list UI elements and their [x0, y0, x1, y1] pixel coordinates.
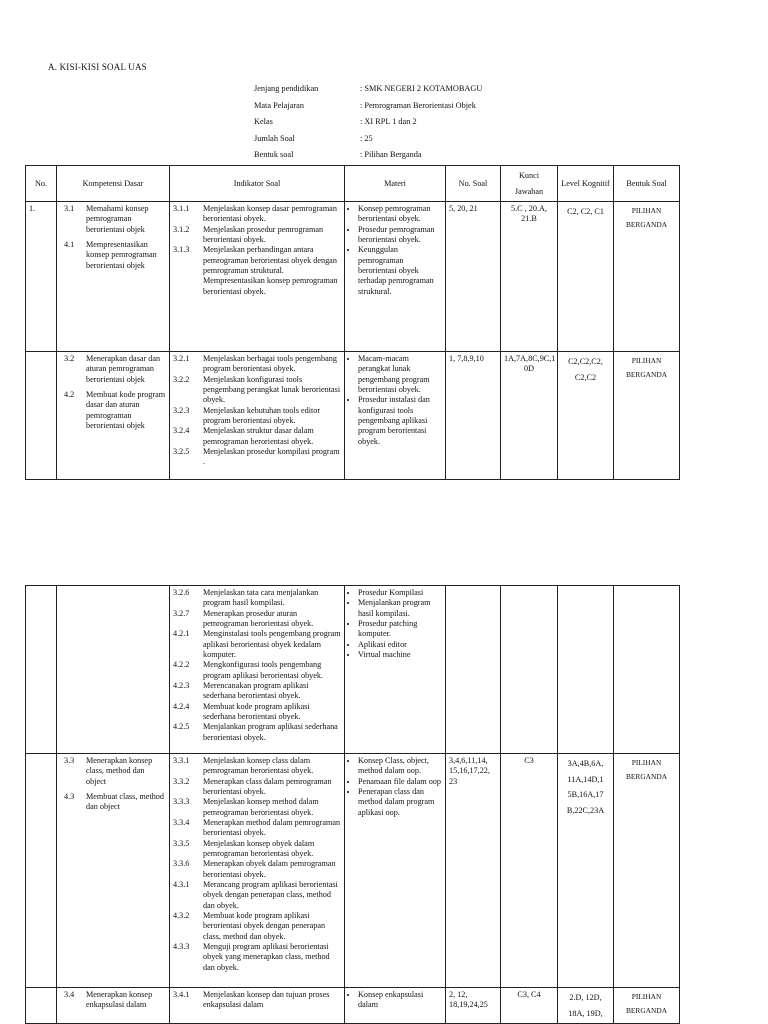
materi-list — [348, 756, 442, 818]
meta-value: : 25 — [360, 133, 373, 143]
indikator-text: Membuat kode program aplikasi berorientasi obyek dengan penerapan class, method dan obyek. — [203, 910, 326, 941]
cell-no-soal: 2, 12, 18,19,24,25 — [446, 988, 501, 1024]
indikator-number: 4.3.1 — [173, 879, 190, 889]
indikator-item — [173, 702, 341, 723]
cell-materi — [345, 352, 446, 480]
indikator-number: 4.3.2 — [173, 910, 190, 920]
cell-no-soal: 5, 20, 21 — [446, 202, 501, 352]
indikator-item — [173, 609, 341, 630]
kd-number: 4.3 — [64, 791, 75, 801]
indikator-text: Merancang program aplikasi berorientasi obyek dengan penerapan class, method dan obyek. — [203, 879, 338, 910]
cell-bentuk-soal: PILIHAN BERGANDA — [614, 352, 680, 480]
indikator-number: 3.2.1 — [173, 354, 190, 364]
kd-text: Memahami konsep pemrograman berorientasi objek — [86, 204, 149, 234]
indikator-text: Menerapkan class dalam pemrograman berorientasi obyek. — [203, 776, 332, 796]
table-header-row — [26, 166, 680, 202]
cell-indikator-soal — [170, 202, 345, 352]
materi-item: • Prosedur instalasi dan konfigurasi tools pengembang aplikasi program berorientasi obyek. — [358, 395, 442, 447]
materi-item: • Konsep Class, object, method dalam oop. — [358, 756, 442, 777]
indikator-text: Menerapkan method dalam pemrograman berorientasi obyek. — [203, 817, 341, 838]
cell-kompetensi-dasar — [57, 754, 170, 988]
cell-materi — [345, 754, 446, 988]
indikator-text: Menjelaskan perbandingan antara pemrograman berorientasi obyek dengan pemrograman struktural. Mempresentasikan konsep pemrograman berorientasi obyek. — [203, 245, 338, 296]
cell-level-kognitif: C2, C2, C1 — [558, 202, 614, 352]
kisi-kisi-table-continued — [25, 585, 680, 1024]
indikator-number: 3.2.7 — [173, 608, 190, 618]
indikator-text: Menjelaskan konsep dan tujuan proses enkapsulasi dalam — [203, 990, 330, 1010]
cell-bentuk-soal: PILIHAN BERGANDA — [614, 988, 680, 1024]
table-row — [26, 202, 680, 352]
cell-no — [26, 352, 57, 480]
kd-item — [60, 390, 166, 431]
indikator-number: 3.3.2 — [173, 776, 190, 786]
indikator-text: Membuat kode program aplikasi sederhana berorientasi obyek. — [203, 701, 310, 721]
indikator-item — [173, 911, 341, 942]
table-row — [26, 754, 680, 988]
indikator-item — [173, 426, 341, 447]
cell-kompetensi-dasar — [57, 988, 170, 1024]
indikator-number: 3.2.4 — [173, 426, 190, 436]
indikator-text: Menerapkan prosedur aturan pemrograman berorientasi obyek. — [203, 608, 314, 628]
indikator-number: 3.3.3 — [173, 797, 190, 807]
cell-indikator-soal — [170, 352, 345, 480]
kd-item — [60, 756, 166, 787]
materi-item: • Macam-macam perangkat lunak pengembang program berorientasi obyek. — [358, 354, 442, 395]
indikator-number: 3.2.6 — [173, 588, 190, 597]
indikator-number: 4.3.3 — [173, 941, 190, 951]
header-kompetensi-dasar: Kompetensi Dasar — [57, 166, 170, 202]
indikator-number: 4.2.1 — [173, 629, 190, 639]
table-body — [26, 586, 680, 1024]
materi-item: • Konsep enkapsulasi dalam — [358, 990, 442, 1011]
indikator-item — [173, 225, 341, 246]
header-no-soal: No. Soal — [446, 166, 501, 202]
materi-list — [348, 990, 442, 1011]
materi-item: • Prosedur pemrograman berorientasi obyek. — [358, 225, 442, 246]
materi-item: • Virtual machine — [358, 650, 442, 660]
materi-item: • Penerapan class dan method dalam program aplikasi oop. — [358, 787, 442, 818]
meta-key: Bentuk soal — [254, 150, 294, 159]
indikator-item — [173, 990, 341, 1011]
kd-text: Menerapkan konsep class, method dan object — [86, 756, 153, 786]
indikator-item — [173, 756, 341, 777]
cell-kompetensi-dasar — [57, 202, 170, 352]
cell-kunci-jawaban — [501, 586, 558, 754]
cell-no-soal: 3,4,6,11,14, 15,16,17,22, 23 — [446, 754, 501, 988]
indikator-item — [173, 797, 341, 818]
materi-item: • Aplikasi editor — [358, 640, 442, 650]
indikator-number: 3.1.2 — [173, 224, 190, 234]
meta-key: Jumlah Soal — [254, 133, 295, 143]
indikator-text: Menerapkan obyek dalam pemrograman berorientasi obyek. — [203, 859, 336, 879]
materi-list — [348, 354, 442, 447]
indikator-number: 3.3.4 — [173, 817, 190, 827]
header-bentuk-soal: Bentuk Soal — [614, 166, 680, 202]
materi-item: • Penamaan file dalam oop — [358, 777, 442, 787]
kd-number: 3.1 — [64, 204, 75, 214]
indikator-item — [173, 777, 341, 798]
cell-level-kognitif — [558, 586, 614, 754]
indikator-number: 4.2.2 — [173, 660, 190, 670]
indikator-text: Menjelaskan tata cara menjalankan program hasil kompilasi. — [203, 588, 319, 608]
cell-kunci-jawaban: C3, C4 — [501, 988, 558, 1024]
meta-row — [254, 84, 482, 101]
indikator-text: Menginstalasi tools pengembang program aplikasi berorientasi obyek kedalam komputer. — [203, 629, 341, 659]
cell-kompetensi-dasar — [57, 586, 170, 754]
cell-materi — [345, 988, 446, 1024]
indikator-text: Menjelaskan konsep method dalam pemrograman berorientasi obyek. — [203, 797, 319, 817]
cell-kunci-jawaban: 5.C , 20.A, 21.B — [501, 202, 558, 352]
kd-item — [60, 990, 166, 1011]
cell-level-kognitif: 2.D, 12D, 18A, 19D, — [558, 988, 614, 1024]
indikator-number: 3.2.5 — [173, 447, 190, 457]
cell-bentuk-soal: PILIHAN BERGANDA — [614, 754, 680, 988]
meta-value: : Pemrograman Berorientasi Objek — [360, 100, 476, 110]
cell-kunci-jawaban: C3 — [501, 754, 558, 988]
indikator-text: Menguji program aplikasi berorientasi obyek yang menerapkan class, method dan obyek. — [203, 941, 330, 972]
indikator-number: 3.1.1 — [173, 204, 190, 214]
indikator-item — [173, 204, 341, 225]
materi-item: • Keunggulan pemrograman berorientasi obyek terhadap pemrograman struktural. — [358, 245, 442, 297]
document-meta — [254, 84, 482, 167]
indikator-item — [173, 406, 341, 427]
meta-row — [254, 134, 482, 151]
kd-item — [60, 204, 166, 235]
kd-number: 4.1 — [64, 240, 75, 250]
indikator-item — [173, 245, 341, 297]
meta-value: : Pilihan Berganda — [360, 150, 422, 159]
indikator-number: 3.2.3 — [173, 405, 190, 415]
header-no: No. — [26, 166, 57, 202]
cell-bentuk-soal — [614, 586, 680, 754]
cell-indikator-soal — [170, 754, 345, 988]
table-row — [26, 586, 680, 754]
kd-item — [60, 792, 166, 813]
cell-level-kognitif: 3A,4B,6A, 11A,14D,1 5B,16A,17 B,22C,23A — [558, 754, 614, 988]
meta-value: : SMK NEGERI 2 KOTAMOBAGU — [360, 84, 483, 93]
indikator-number: 4.2.5 — [173, 722, 190, 732]
indikator-item — [173, 942, 341, 973]
section-title: A. KISI-KISI SOAL UAS — [48, 62, 147, 72]
indikator-text: Menjelaskan prosedur pemrograman berorientasi obyek. — [203, 224, 324, 245]
meta-key: Jenjang pendidikan — [254, 84, 319, 93]
indikator-number: 4.2.3 — [173, 680, 190, 690]
indikator-text: Menjelaskan prosedur kompilasi program . — [203, 447, 340, 467]
materi-item: • Prosedur patching komputer. — [358, 619, 442, 640]
cell-indikator-soal — [170, 988, 345, 1024]
indikator-item — [173, 354, 341, 375]
indikator-text: Menjelaskan berbagai tools pengembang program berorientasi obyek. — [203, 354, 337, 374]
cell-materi — [345, 586, 446, 754]
kd-number: 3.4 — [64, 990, 75, 999]
indikator-number: 3.1.3 — [173, 245, 190, 255]
indikator-item — [173, 839, 341, 860]
cell-indikator-soal — [170, 586, 345, 754]
indikator-number: 3.3.6 — [173, 859, 190, 869]
indikator-number: 4.2.4 — [173, 701, 190, 711]
indikator-item — [173, 375, 341, 406]
indikator-text: Menjelaskan konfigurasi tools pengembang perangkat lunak berorientasi obyek. — [203, 374, 341, 405]
header-level-kognitif: Level Kognitif — [558, 166, 614, 202]
meta-value: : XI RPL 1 dan 2 — [360, 117, 417, 126]
kd-number: 4.2 — [64, 390, 75, 400]
indikator-text: Menjelaskan konsep obyek dalam pemrograman berorientasi obyek. — [203, 838, 315, 858]
kd-item — [60, 240, 166, 271]
indikator-number: 3.3.1 — [173, 756, 190, 765]
meta-key: Mata Pelajaran — [254, 100, 304, 110]
materi-list — [348, 588, 442, 660]
table-row — [26, 988, 680, 1024]
indikator-text: Menjelaskan konsep class dalam pemrograman berorientasi obyek. — [203, 756, 314, 776]
kd-number: 3.3 — [64, 756, 75, 765]
indikator-text: Menjelaskan kebutuhan tools editor program berorientasi obyek. — [203, 405, 321, 426]
indikator-text: Menjalankan program aplikasi sederhana berorientasi obyek. — [203, 722, 338, 742]
indikator-item — [173, 681, 341, 702]
materi-item: • Konsep pemrograman berorientasi obyek. — [358, 204, 442, 225]
kd-number: 3.2 — [64, 354, 75, 364]
kd-text: Menerapkan dasar dan aturan pemrograman berorientasi objek — [86, 354, 161, 384]
kd-text: Membuat class, method dan object — [86, 791, 164, 812]
indikator-item — [173, 660, 341, 681]
header-indikator-soal: Indikator Soal — [170, 166, 345, 202]
header-materi: Materi — [345, 166, 446, 202]
indikator-item — [173, 818, 341, 839]
indikator-item — [173, 722, 341, 743]
indikator-item — [173, 880, 341, 911]
cell-no-soal: 1, 7,8,9,10 — [446, 352, 501, 480]
materi-list — [348, 204, 442, 297]
table-body — [26, 202, 680, 480]
meta-row — [254, 101, 482, 118]
kd-text: Membuat kode program dasar dan aturan pemrograman berorientasi objek — [86, 390, 166, 431]
indikator-item — [173, 447, 341, 468]
cell-no — [26, 586, 57, 754]
cell-bentuk-soal: PILIHAN BERGANDA — [614, 202, 680, 352]
cell-no — [26, 988, 57, 1024]
indikator-text: Merencanakan program aplikasi sederhana berorientasi obyek. — [203, 680, 309, 701]
indikator-text: Menjelaskan konsep dasar pemrograman berorientasi obyek. — [203, 204, 337, 224]
cell-no-soal — [446, 586, 501, 754]
indikator-item — [173, 629, 341, 660]
header-kunci-jawaban: Kunci Jawaban — [501, 166, 558, 202]
kd-item — [60, 354, 166, 385]
cell-no — [26, 754, 57, 988]
indikator-text: Menjelaskan struktur dasar dalam pemrograman berorientasi obyek. — [203, 426, 314, 446]
cell-no: 1. — [26, 202, 57, 352]
indikator-number: 3.4.1 — [173, 990, 190, 999]
table-row — [26, 352, 680, 480]
indikator-number: 3.2.2 — [173, 374, 190, 384]
cell-kunci-jawaban: 1A,7A,8C,9C,1 0D — [501, 352, 558, 480]
kd-text: Menerapkan konsep enkapsulasi dalam — [86, 990, 153, 1010]
meta-key: Kelas — [254, 117, 273, 126]
materi-item: • Menjalankan program hasil kompilasi. — [358, 598, 442, 619]
indikator-number: 3.3.5 — [173, 838, 190, 848]
indikator-text: Mengkonfigurasi tools pengembang program aplikasi berorientasi obyek. — [203, 660, 324, 680]
indikator-item — [173, 588, 341, 609]
indikator-item — [173, 859, 341, 880]
materi-item: • Prosedur Kompilasi — [358, 588, 442, 598]
cell-level-kognitif: C2,C2,C2, C2,C2 — [558, 352, 614, 480]
meta-row — [254, 117, 482, 134]
cell-kompetensi-dasar — [57, 352, 170, 480]
cell-materi — [345, 202, 446, 352]
kd-text: Mempresentasikan konsep pemrograman berorientasi objek — [86, 240, 157, 270]
kisi-kisi-table — [25, 165, 680, 480]
